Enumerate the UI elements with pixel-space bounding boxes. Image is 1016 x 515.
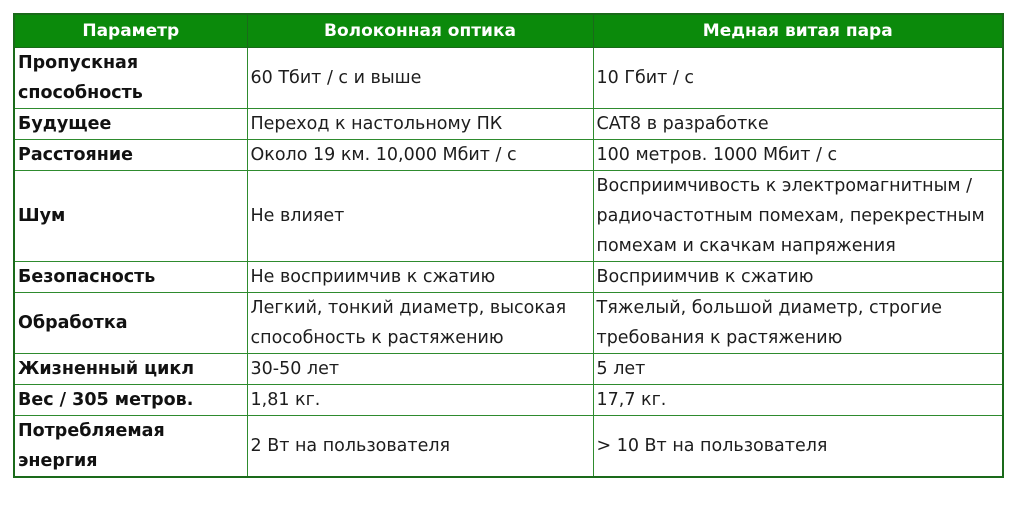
row-parameter: Будущее	[14, 109, 247, 140]
table-row	[14, 48, 1003, 109]
row-copper-value: > 10 Вт на пользователя	[593, 416, 1003, 478]
comparison-table-container	[13, 13, 1004, 478]
row-fiber-value: 60 Тбит / с и выше	[247, 48, 593, 109]
row-fiber-value: Не восприимчив к сжатию	[247, 262, 593, 293]
row-fiber-value: 1,81 кг.	[247, 385, 593, 416]
row-copper-value: 100 метров. 1000 Мбит / с	[593, 140, 1003, 171]
row-parameter: Расстояние	[14, 140, 247, 171]
header-fiber-optic: Волоконная оптика	[247, 14, 593, 48]
row-parameter: Потребляемая энергия	[14, 416, 247, 478]
table-row	[14, 416, 1003, 478]
table-row	[14, 109, 1003, 140]
row-fiber-value: Легкий, тонкий диаметр, высокая способность к растяжению	[247, 293, 593, 354]
row-copper-value: Тяжелый, большой диаметр, строгие требования к растяжению	[593, 293, 1003, 354]
row-fiber-value: 30-50 лет	[247, 354, 593, 385]
row-parameter: Безопасность	[14, 262, 247, 293]
table-row	[14, 171, 1003, 262]
row-parameter: Вес / 305 метров.	[14, 385, 247, 416]
header-parameter: Параметр	[14, 14, 247, 48]
row-copper-value: 17,7 кг.	[593, 385, 1003, 416]
table-row	[14, 354, 1003, 385]
row-copper-value: 5 лет	[593, 354, 1003, 385]
table-row	[14, 385, 1003, 416]
row-fiber-value: 2 Вт на пользователя	[247, 416, 593, 478]
table-row	[14, 293, 1003, 354]
table-row	[14, 140, 1003, 171]
row-copper-value: 10 Гбит / с	[593, 48, 1003, 109]
header-row	[14, 14, 1003, 48]
row-copper-value: Восприимчив к сжатию	[593, 262, 1003, 293]
row-fiber-value: Около 19 км. 10,000 Мбит / с	[247, 140, 593, 171]
table-row	[14, 262, 1003, 293]
comparison-table	[13, 13, 1004, 478]
row-parameter: Жизненный цикл	[14, 354, 247, 385]
row-parameter: Пропускная способность	[14, 48, 247, 109]
row-copper-value: Восприимчивость к электромагнитным / радиочастотным помехам, перекрестным помехам и скачкам напряжения	[593, 171, 1003, 262]
row-parameter: Шум	[14, 171, 247, 262]
row-parameter: Обработка	[14, 293, 247, 354]
row-fiber-value: Не влияет	[247, 171, 593, 262]
row-fiber-value: Переход к настольному ПК	[247, 109, 593, 140]
row-copper-value: CAT8 в разработке	[593, 109, 1003, 140]
header-copper-twisted-pair: Медная витая пара	[593, 14, 1003, 48]
